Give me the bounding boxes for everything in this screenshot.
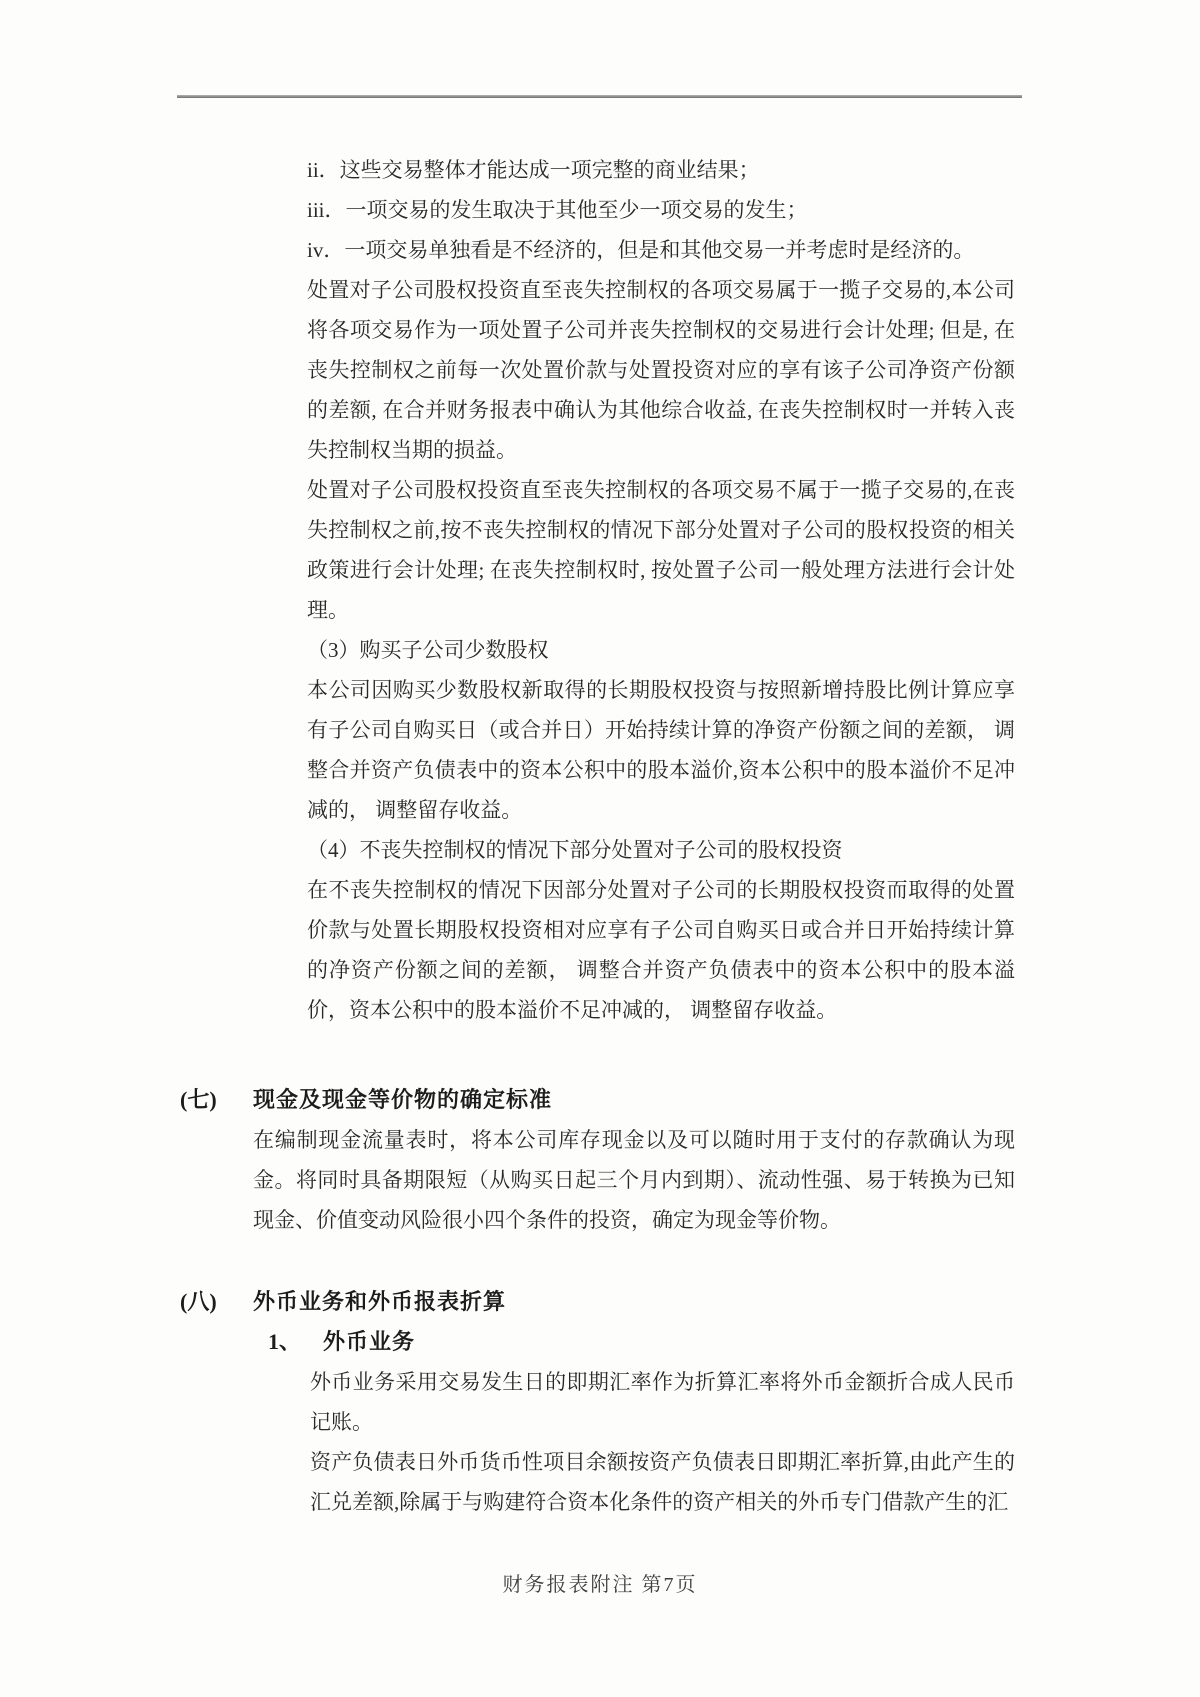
paragraph: 在不丧失控制权的情况下因部分处置对子公司的长期股权投资而取得的处置价款与处置长期股权投资相对应享有子公司自购买日或合并日开始持续计算的净资产份额之间的差额， 调整合并资产负债表中的资本公积中的股本溢价，资本公积中的股本溢价不足冲减的， 调整留存收益。 xyxy=(307,878,1015,1022)
section-marker: (七) xyxy=(180,1087,217,1112)
paragraph: 处置对子公司股权投资直至丧失控制权的各项交易属于一揽子交易的,本公司将各项交易作为一项处置子公司并丧失控制权的交易进行会计处理; 但是, 在丧失控制权之前每一次处置价款与处置投资对应的享有该子公司净资产份额的差额, 在合并财务报表中确认为其他综合收益, 在丧失控制权时一并转入丧失控制权当期的损益。 xyxy=(307,278,1015,462)
subsection-body xyxy=(310,1362,1015,1522)
subsection-number: 1、 xyxy=(268,1329,302,1354)
paragraph: 外币业务采用交易发生日的即期汇率作为折算汇率将外币金额折合成人民币记账。 xyxy=(310,1370,1015,1434)
main-text-block xyxy=(307,150,1015,1030)
header-rule xyxy=(177,95,1022,98)
subsection-title: 外币业务 xyxy=(323,1329,416,1354)
section-heading xyxy=(0,1080,1200,1120)
subsection-heading xyxy=(0,1322,1200,1362)
section-foreign-currency xyxy=(0,1282,1200,1522)
section-title: 外币业务和外币报表折算 xyxy=(253,1289,507,1314)
section-marker: (八) xyxy=(180,1289,217,1314)
paragraph: 处置对子公司股权投资直至丧失控制权的各项交易不属于一揽子交易的,在丧失控制权之前,按不丧失控制权的情况下部分处置对子公司的股权投资的相关政策进行会计处理; 在丧失控制权时, 按处置子公司一般处理方法进行会计处理。 xyxy=(307,478,1015,622)
section-cash-equivalents xyxy=(0,1080,1200,1240)
list-item: iv．一项交易单独看是不经济的，但是和其他交易一并考虑时是经济的。 xyxy=(307,238,975,262)
list-item: iii．一项交易的发生取决于其他至少一项交易的发生； xyxy=(307,198,808,222)
section-heading xyxy=(0,1282,1200,1322)
page-footer: 财务报表附注 第7页 xyxy=(502,1574,698,1596)
sub-item-heading: （3）购买子公司少数股权 xyxy=(307,638,549,662)
sub-item-heading: （4）不丧失控制权的情况下部分处置对子公司的股权投资 xyxy=(307,838,843,862)
section-title: 现金及现金等价物的确定标准 xyxy=(253,1087,553,1112)
paragraph: 资产负债表日外币货币性项目余额按资产负债表日即期汇率折算,由此产生的汇兑差额,除属于与购建符合资本化条件的资产相关的外币专门借款产生的汇 xyxy=(310,1450,1015,1514)
list-item: ii．这些交易整体才能达成一项完整的商业结果； xyxy=(307,158,760,182)
paragraph: 在编制现金流量表时，将本公司库存现金以及可以随时用于支付的存款确认为现金。将同时具备期限短（从购买日起三个月内到期）、流动性强、易于转换为已知现金、价值变动风险很小四个条件的投资，确定为现金等价物。 xyxy=(253,1128,1015,1232)
paragraph: 本公司因购买少数股权新取得的长期股权投资与按照新增持股比例计算应享有子公司自购买日（或合并日）开始持续计算的净资产份额之间的差额， 调整合并资产负债表中的资本公积中的股本溢价,资本公积中的股本溢价不足冲减的， 调整留存收益。 xyxy=(307,678,1015,822)
